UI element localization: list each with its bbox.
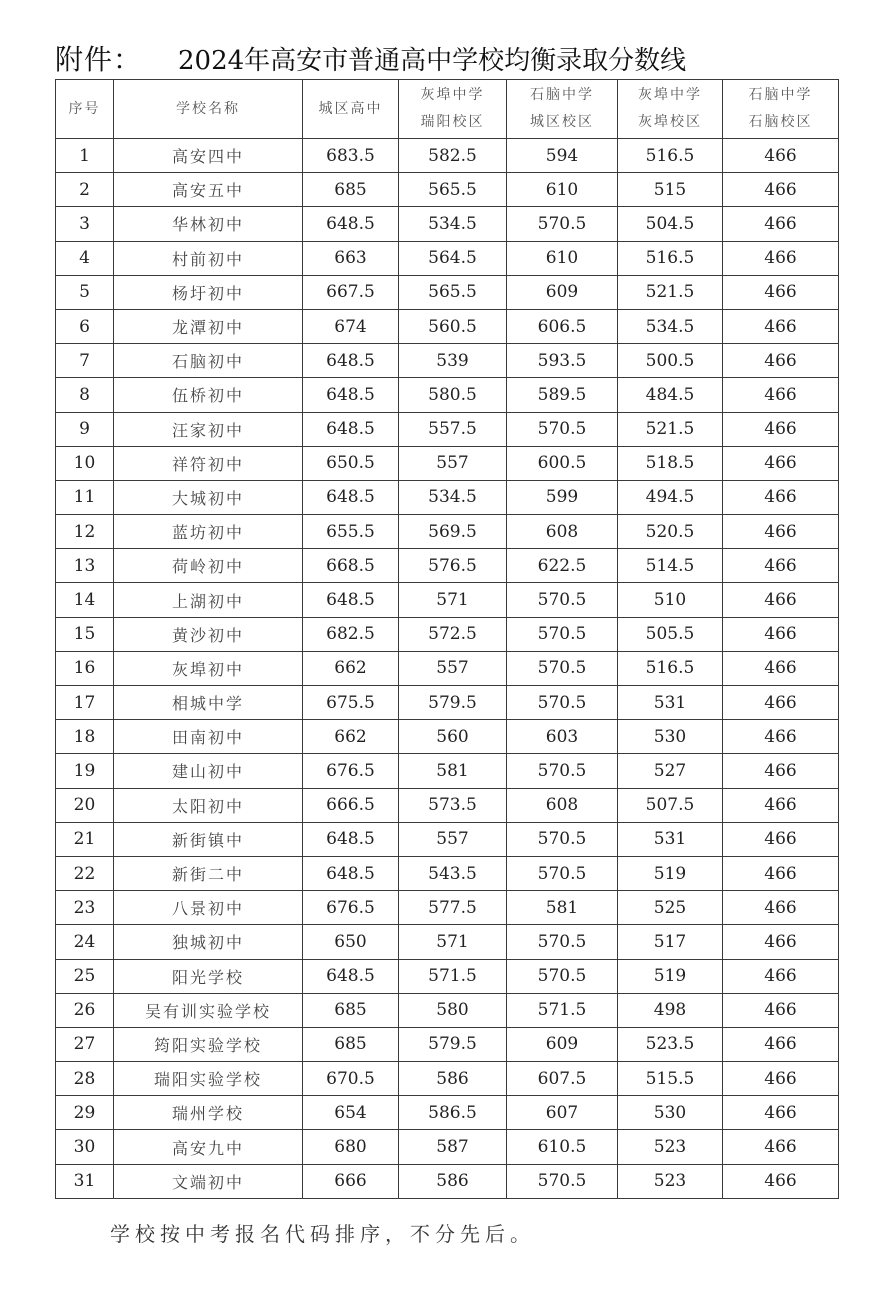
school-name: 独城初中 <box>114 925 303 959</box>
score-shinao-shinao: 466 <box>723 754 839 788</box>
score-huibu-ruiyang: 572.5 <box>399 617 507 651</box>
header-index <box>56 80 114 139</box>
score-huibu-huibu: 515 <box>618 173 723 207</box>
score-shinao-shinao: 466 <box>723 549 839 583</box>
score-huibu-huibu: 530 <box>618 720 723 754</box>
score-huibu-huibu: 523 <box>618 1164 723 1198</box>
score-shinao-city: 570.5 <box>507 925 618 959</box>
score-shinao-city: 610 <box>507 173 618 207</box>
score-city-high: 648.5 <box>303 822 399 856</box>
score-shinao-shinao: 466 <box>723 1164 839 1198</box>
table-row <box>56 549 839 583</box>
row-index: 26 <box>56 993 114 1027</box>
header-city-high <box>303 80 399 139</box>
score-huibu-huibu: 516.5 <box>618 651 723 685</box>
page-title: 2024年高安市普通高中学校均衡录取分数线 <box>178 45 687 76</box>
score-city-high: 648.5 <box>303 344 399 378</box>
school-name: 文端初中 <box>114 1164 303 1198</box>
row-index: 7 <box>56 344 114 378</box>
score-city-high: 650.5 <box>303 446 399 480</box>
score-huibu-ruiyang: 579.5 <box>399 686 507 720</box>
table-row <box>56 788 839 822</box>
score-city-high: 648.5 <box>303 583 399 617</box>
table-row <box>56 1130 839 1164</box>
score-shinao-city: 570.5 <box>507 207 618 241</box>
score-huibu-huibu: 525 <box>618 891 723 925</box>
score-huibu-huibu: 500.5 <box>618 344 723 378</box>
table-row <box>56 686 839 720</box>
school-name: 筠阳实验学校 <box>114 1027 303 1061</box>
school-name: 高安四中 <box>114 139 303 173</box>
score-shinao-city: 570.5 <box>507 617 618 651</box>
table-row <box>56 891 839 925</box>
table-row <box>56 309 839 343</box>
table-row <box>56 959 839 993</box>
score-huibu-huibu: 494.5 <box>618 480 723 514</box>
row-index: 10 <box>56 446 114 480</box>
header-label-line2: 瑞阳校区 <box>420 114 485 130</box>
row-index: 6 <box>56 309 114 343</box>
school-name: 华林初中 <box>114 207 303 241</box>
header-label-line1: 学校名称 <box>176 100 240 117</box>
score-shinao-city: 609 <box>507 275 618 309</box>
score-huibu-ruiyang: 534.5 <box>399 207 507 241</box>
score-city-high: 648.5 <box>303 480 399 514</box>
score-huibu-ruiyang: 582.5 <box>399 139 507 173</box>
table-row <box>56 275 839 309</box>
row-index: 23 <box>56 891 114 925</box>
score-shinao-city: 610.5 <box>507 1130 618 1164</box>
table-row <box>56 651 839 685</box>
score-huibu-huibu: 514.5 <box>618 549 723 583</box>
score-shinao-city: 603 <box>507 720 618 754</box>
score-city-high: 662 <box>303 720 399 754</box>
score-city-high: 685 <box>303 1027 399 1061</box>
score-city-high: 648.5 <box>303 412 399 446</box>
score-huibu-huibu: 510 <box>618 583 723 617</box>
score-shinao-shinao: 466 <box>723 822 839 856</box>
score-huibu-huibu: 523 <box>618 1130 723 1164</box>
score-shinao-shinao: 466 <box>723 275 839 309</box>
score-huibu-huibu: 484.5 <box>618 378 723 412</box>
score-huibu-huibu: 521.5 <box>618 275 723 309</box>
table-row <box>56 344 839 378</box>
score-city-high: 648.5 <box>303 856 399 890</box>
row-index: 8 <box>56 378 114 412</box>
table-row <box>56 173 839 207</box>
header-label-line1: 灰埠中学 <box>638 87 702 103</box>
school-name: 新街镇中 <box>114 822 303 856</box>
score-huibu-huibu: 515.5 <box>618 1062 723 1096</box>
score-huibu-ruiyang: 571.5 <box>399 959 507 993</box>
school-name: 高安五中 <box>114 173 303 207</box>
score-shinao-city: 570.5 <box>507 651 618 685</box>
score-shinao-shinao: 466 <box>723 720 839 754</box>
score-huibu-huibu: 507.5 <box>618 788 723 822</box>
score-shinao-city: 600.5 <box>507 446 618 480</box>
score-huibu-ruiyang: 580.5 <box>399 378 507 412</box>
score-shinao-shinao: 466 <box>723 446 839 480</box>
table-body <box>56 139 839 1199</box>
table-row <box>56 515 839 549</box>
row-index: 18 <box>56 720 114 754</box>
score-shinao-shinao: 466 <box>723 1130 839 1164</box>
header-huibu-huibu <box>618 80 723 139</box>
row-index: 4 <box>56 241 114 275</box>
score-shinao-shinao: 466 <box>723 515 839 549</box>
score-shinao-shinao: 466 <box>723 788 839 822</box>
row-index: 29 <box>56 1096 114 1130</box>
row-index: 11 <box>56 480 114 514</box>
score-huibu-ruiyang: 580 <box>399 993 507 1027</box>
row-index: 3 <box>56 207 114 241</box>
table-row <box>56 412 839 446</box>
score-huibu-huibu: 534.5 <box>618 309 723 343</box>
row-index: 15 <box>56 617 114 651</box>
score-shinao-city: 570.5 <box>507 1164 618 1198</box>
header-label-line1: 石脑中学 <box>748 87 813 103</box>
score-shinao-shinao: 466 <box>723 1062 839 1096</box>
score-huibu-ruiyang: 565.5 <box>399 275 507 309</box>
score-shinao-shinao: 466 <box>723 309 839 343</box>
score-huibu-huibu: 519 <box>618 959 723 993</box>
table-row <box>56 617 839 651</box>
row-index: 5 <box>56 275 114 309</box>
score-huibu-huibu: 527 <box>618 754 723 788</box>
score-city-high: 683.5 <box>303 139 399 173</box>
score-shinao-city: 570.5 <box>507 856 618 890</box>
score-huibu-ruiyang: 543.5 <box>399 856 507 890</box>
school-name: 相城中学 <box>114 686 303 720</box>
score-shinao-shinao: 466 <box>723 412 839 446</box>
score-shinao-city: 589.5 <box>507 378 618 412</box>
score-shinao-city: 593.5 <box>507 344 618 378</box>
score-shinao-shinao: 466 <box>723 583 839 617</box>
school-name: 荷岭初中 <box>114 549 303 583</box>
score-huibu-ruiyang: 560 <box>399 720 507 754</box>
score-shinao-city: 608 <box>507 515 618 549</box>
row-index: 30 <box>56 1130 114 1164</box>
admission-score-table <box>55 79 839 1199</box>
score-city-high: 648.5 <box>303 959 399 993</box>
score-huibu-ruiyang: 581 <box>399 754 507 788</box>
score-huibu-huibu: 519 <box>618 856 723 890</box>
score-shinao-city: 599 <box>507 480 618 514</box>
score-shinao-city: 606.5 <box>507 309 618 343</box>
score-shinao-shinao: 466 <box>723 139 839 173</box>
score-shinao-shinao: 466 <box>723 686 839 720</box>
score-shinao-city: 609 <box>507 1027 618 1061</box>
header-huibu-ruiyang <box>399 80 507 139</box>
table-row <box>56 378 839 412</box>
score-city-high: 648.5 <box>303 378 399 412</box>
table-row <box>56 583 839 617</box>
school-name: 瑞州学校 <box>114 1096 303 1130</box>
score-huibu-ruiyang: 564.5 <box>399 241 507 275</box>
school-name: 吴有训实验学校 <box>114 993 303 1027</box>
table-row <box>56 1027 839 1061</box>
score-huibu-ruiyang: 586 <box>399 1164 507 1198</box>
score-huibu-ruiyang: 565.5 <box>399 173 507 207</box>
score-huibu-ruiyang: 560.5 <box>399 309 507 343</box>
score-huibu-ruiyang: 557 <box>399 651 507 685</box>
title-prefix: 附件： <box>55 43 143 76</box>
header-school-name <box>114 80 303 139</box>
score-city-high: 676.5 <box>303 754 399 788</box>
score-shinao-city: 622.5 <box>507 549 618 583</box>
score-huibu-huibu: 516.5 <box>618 241 723 275</box>
score-shinao-shinao: 466 <box>723 480 839 514</box>
score-huibu-huibu: 498 <box>618 993 723 1027</box>
score-shinao-shinao: 466 <box>723 651 839 685</box>
table-row <box>56 480 839 514</box>
score-shinao-shinao: 466 <box>723 1096 839 1130</box>
row-index: 1 <box>56 139 114 173</box>
score-city-high: 667.5 <box>303 275 399 309</box>
score-shinao-shinao: 466 <box>723 378 839 412</box>
score-huibu-huibu: 531 <box>618 822 723 856</box>
table-row <box>56 720 839 754</box>
school-name: 大城初中 <box>114 480 303 514</box>
score-city-high: 682.5 <box>303 617 399 651</box>
school-name: 龙潭初中 <box>114 309 303 343</box>
table-row <box>56 754 839 788</box>
row-index: 27 <box>56 1027 114 1061</box>
row-index: 14 <box>56 583 114 617</box>
score-city-high: 685 <box>303 173 399 207</box>
header-shinao-shinao <box>723 80 839 139</box>
score-city-high: 680 <box>303 1130 399 1164</box>
header-label-line2: 城区校区 <box>530 114 594 130</box>
score-shinao-shinao: 466 <box>723 617 839 651</box>
score-city-high: 668.5 <box>303 549 399 583</box>
score-huibu-ruiyang: 579.5 <box>399 1027 507 1061</box>
score-shinao-shinao: 466 <box>723 344 839 378</box>
table-row <box>56 993 839 1027</box>
score-huibu-ruiyang: 539 <box>399 344 507 378</box>
table-row <box>56 139 839 173</box>
score-huibu-huibu: 504.5 <box>618 207 723 241</box>
table-row <box>56 1096 839 1130</box>
score-shinao-city: 607.5 <box>507 1062 618 1096</box>
header-shinao-city <box>507 80 618 139</box>
score-shinao-shinao: 466 <box>723 925 839 959</box>
score-city-high: 662 <box>303 651 399 685</box>
score-huibu-huibu: 531 <box>618 686 723 720</box>
school-name: 太阳初中 <box>114 788 303 822</box>
score-huibu-huibu: 530 <box>618 1096 723 1130</box>
score-city-high: 650 <box>303 925 399 959</box>
score-huibu-ruiyang: 577.5 <box>399 891 507 925</box>
score-shinao-city: 607 <box>507 1096 618 1130</box>
score-shinao-shinao: 466 <box>723 207 839 241</box>
score-shinao-city: 570.5 <box>507 412 618 446</box>
table-row <box>56 822 839 856</box>
row-index: 21 <box>56 822 114 856</box>
header-label-line1: 灰埠中学 <box>420 87 485 103</box>
row-index: 2 <box>56 173 114 207</box>
school-name: 杨圩初中 <box>114 275 303 309</box>
footnote: 学校按中考报名代码排序，不分先后。 <box>110 1222 535 1246</box>
header-label-line2: 灰埠校区 <box>638 114 702 130</box>
school-name: 上湖初中 <box>114 583 303 617</box>
school-name: 汪家初中 <box>114 412 303 446</box>
row-index: 13 <box>56 549 114 583</box>
row-index: 25 <box>56 959 114 993</box>
school-name: 石脑初中 <box>114 344 303 378</box>
score-city-high: 666.5 <box>303 788 399 822</box>
row-index: 16 <box>56 651 114 685</box>
score-shinao-shinao: 466 <box>723 993 839 1027</box>
header-label-line1: 石脑中学 <box>530 87 594 103</box>
header-label-line1: 序号 <box>68 100 101 117</box>
score-shinao-shinao: 466 <box>723 1027 839 1061</box>
score-city-high: 648.5 <box>303 207 399 241</box>
score-huibu-huibu: 516.5 <box>618 139 723 173</box>
score-shinao-shinao: 466 <box>723 891 839 925</box>
table-row <box>56 925 839 959</box>
row-index: 19 <box>56 754 114 788</box>
school-name: 八景初中 <box>114 891 303 925</box>
table-header-row <box>56 80 839 139</box>
score-shinao-city: 594 <box>507 139 618 173</box>
score-huibu-ruiyang: 534.5 <box>399 480 507 514</box>
row-index: 9 <box>56 412 114 446</box>
school-name: 阳光学校 <box>114 959 303 993</box>
school-name: 村前初中 <box>114 241 303 275</box>
score-shinao-shinao: 466 <box>723 173 839 207</box>
score-huibu-ruiyang: 569.5 <box>399 515 507 549</box>
score-huibu-ruiyang: 586 <box>399 1062 507 1096</box>
row-index: 31 <box>56 1164 114 1198</box>
score-city-high: 685 <box>303 993 399 1027</box>
header-label-line1: 城区高中 <box>318 100 383 117</box>
school-name: 新街二中 <box>114 856 303 890</box>
table-row <box>56 241 839 275</box>
score-huibu-ruiyang: 576.5 <box>399 549 507 583</box>
score-shinao-city: 581 <box>507 891 618 925</box>
school-name: 田南初中 <box>114 720 303 754</box>
school-name: 灰埠初中 <box>114 651 303 685</box>
table-row <box>56 856 839 890</box>
school-name: 祥符初中 <box>114 446 303 480</box>
score-huibu-huibu: 505.5 <box>618 617 723 651</box>
school-name: 高安九中 <box>114 1130 303 1164</box>
score-huibu-huibu: 520.5 <box>618 515 723 549</box>
score-city-high: 675.5 <box>303 686 399 720</box>
score-huibu-ruiyang: 587 <box>399 1130 507 1164</box>
school-name: 黄沙初中 <box>114 617 303 651</box>
score-huibu-ruiyang: 586.5 <box>399 1096 507 1130</box>
score-city-high: 666 <box>303 1164 399 1198</box>
score-shinao-city: 570.5 <box>507 822 618 856</box>
score-huibu-ruiyang: 573.5 <box>399 788 507 822</box>
school-name: 瑞阳实验学校 <box>114 1062 303 1096</box>
score-huibu-huibu: 517 <box>618 925 723 959</box>
score-shinao-city: 570.5 <box>507 959 618 993</box>
score-city-high: 674 <box>303 309 399 343</box>
score-shinao-city: 571.5 <box>507 993 618 1027</box>
score-shinao-shinao: 466 <box>723 856 839 890</box>
score-huibu-huibu: 523.5 <box>618 1027 723 1061</box>
score-huibu-ruiyang: 571 <box>399 925 507 959</box>
score-huibu-ruiyang: 557.5 <box>399 412 507 446</box>
score-huibu-ruiyang: 571 <box>399 583 507 617</box>
header-label-line2: 石脑校区 <box>748 114 813 130</box>
document-title <box>55 38 686 78</box>
score-city-high: 663 <box>303 241 399 275</box>
row-index: 20 <box>56 788 114 822</box>
score-huibu-ruiyang: 557 <box>399 822 507 856</box>
score-shinao-city: 610 <box>507 241 618 275</box>
score-city-high: 654 <box>303 1096 399 1130</box>
row-index: 24 <box>56 925 114 959</box>
score-shinao-city: 570.5 <box>507 754 618 788</box>
row-index: 12 <box>56 515 114 549</box>
school-name: 建山初中 <box>114 754 303 788</box>
score-city-high: 676.5 <box>303 891 399 925</box>
score-shinao-city: 608 <box>507 788 618 822</box>
score-shinao-shinao: 466 <box>723 959 839 993</box>
score-city-high: 670.5 <box>303 1062 399 1096</box>
score-huibu-ruiyang: 557 <box>399 446 507 480</box>
score-shinao-shinao: 466 <box>723 241 839 275</box>
score-city-high: 655.5 <box>303 515 399 549</box>
school-name: 蓝坊初中 <box>114 515 303 549</box>
score-huibu-huibu: 521.5 <box>618 412 723 446</box>
table-row <box>56 1164 839 1198</box>
row-index: 22 <box>56 856 114 890</box>
table-row <box>56 207 839 241</box>
row-index: 17 <box>56 686 114 720</box>
score-shinao-city: 570.5 <box>507 686 618 720</box>
table-row <box>56 446 839 480</box>
score-huibu-huibu: 518.5 <box>618 446 723 480</box>
row-index: 28 <box>56 1062 114 1096</box>
score-shinao-city: 570.5 <box>507 583 618 617</box>
table-row <box>56 1062 839 1096</box>
school-name: 伍桥初中 <box>114 378 303 412</box>
